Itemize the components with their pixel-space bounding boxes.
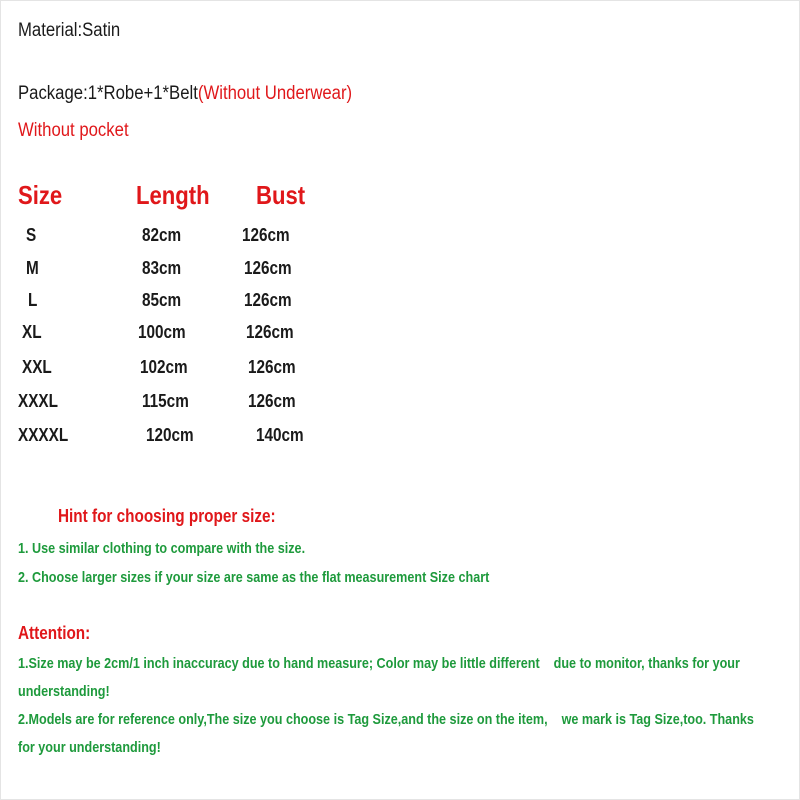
length-header: Length xyxy=(136,180,210,210)
length-cell: 115cm xyxy=(142,391,189,411)
attention-title: Attention: xyxy=(18,623,91,643)
bust-cell: 126cm xyxy=(248,357,296,377)
hint-item: 2. Choose larger sizes if your size are same as the flat measurement Size chart xyxy=(18,569,490,586)
length-cell: 120cm xyxy=(146,425,194,445)
material-text: Material:Satin xyxy=(18,20,121,41)
length-cell: 102cm xyxy=(140,357,188,377)
length-cell: 85cm xyxy=(142,290,182,310)
size-header: Size xyxy=(18,180,63,210)
size-cell: M xyxy=(26,258,39,278)
bust-cell: 126cm xyxy=(244,258,292,278)
bust-cell: 126cm xyxy=(244,290,292,310)
bust-cell: 126cm xyxy=(248,391,296,411)
bust-cell: 140cm xyxy=(256,425,304,445)
length-cell: 100cm xyxy=(138,322,186,342)
size-cell: L xyxy=(28,290,38,310)
attention-line: understanding! xyxy=(18,683,110,700)
size-cell: XXXXL xyxy=(18,425,69,445)
length-cell: 83cm xyxy=(142,258,182,278)
size-cell: XXXL xyxy=(18,391,58,411)
attention-line: for your understanding! xyxy=(18,739,161,756)
attention-line: 2.Models are for reference only,The size you choose is Tag Size,and the size on the item, we mark is Tag Size,too. Thanks xyxy=(18,711,754,728)
package-text xyxy=(18,83,352,105)
attention-line: 1.Size may be 2cm/1 inch inaccuracy due to hand measure; Color may be little different due to monitor, thanks for your xyxy=(18,655,740,672)
package-note: (Without Underwear) xyxy=(197,83,353,104)
bust-cell: 126cm xyxy=(242,225,290,245)
hint-title: Hint for choosing proper size: xyxy=(58,506,276,526)
bust-header: Bust xyxy=(256,180,306,210)
length-cell: 82cm xyxy=(142,225,182,245)
size-cell: XL xyxy=(22,322,42,342)
pocket-note: Without pocket xyxy=(18,120,129,141)
size-cell: XXL xyxy=(22,357,52,377)
hint-item: 1. Use similar clothing to compare with the size. xyxy=(18,540,306,557)
bust-cell: 126cm xyxy=(246,322,294,342)
package-contents: Package:1*Robe+1*Belt xyxy=(18,83,198,104)
size-cell: S xyxy=(26,225,37,245)
